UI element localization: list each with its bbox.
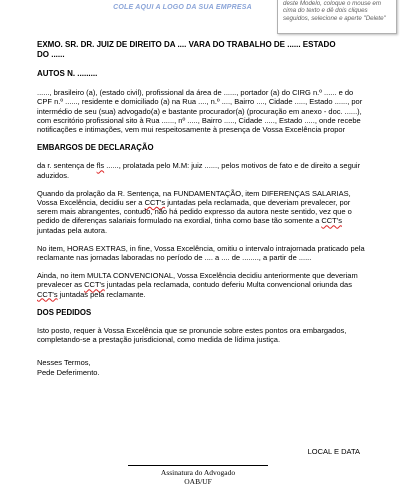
qualification-paragraph: ......, brasileiro (a), (estado civil), profissional da área de ......, portador (a) do CIRG n.º ...... e do CPF n.º ......, residente e domiciliado (a) na Rua ...., n.º ...., Bairro ...., Cidade ....., Estado ......, por intermédio de seu (sua) advogado(a) e bastante procurador(a) (procuração em anexo - doc. ......), com escritório profissional sito à Rua ......, nº ....., Bairro ....., Cidade ....., Estado ....., onde recebe notificações e intimações, vem mui respeitosamente à presença de Vossa Excelência propor <box>37 88 363 135</box>
signature-line <box>128 465 268 466</box>
local-date: LOCAL E DATA <box>307 447 360 456</box>
instruction-box: deste Modelo, coloque o mouse em cima do texto e dê dois cliques seguidos, selecione e aperte "Delete" <box>277 0 397 34</box>
p1-fls: fls <box>96 161 105 171</box>
paragraph-diferencas-salariais <box>37 189 367 235</box>
p4-part1: Ainda, no item MULTA CONVENCIONAL, Vossa Excelência decidiu anteriormente que deveriam prevalecer as <box>37 271 358 290</box>
p1-before: da r. sentença de <box>37 161 97 171</box>
signature-block <box>128 465 268 486</box>
paragraph-horas-extras: No item, HORAS EXTRAS, in fine, Vossa Excelência, omitiu o intervalo intrajornada praticado pela reclamante nas jornadas laboradas no período de .... a .... de ........, a partir de ...... <box>37 243 365 263</box>
section-title-embargos: EMBARGOS DE DECLARAÇÃO <box>37 143 154 153</box>
p4-cct1: CCT's <box>84 280 105 290</box>
header-line-1: EXMO. SR. DR. JUIZ DE DIREITO DA .... VARA DO TRABALHO DE ...... ESTADO <box>37 40 336 49</box>
closing-line-2: Pede Deferimento. <box>37 367 100 377</box>
p2-cct1: CCT's <box>144 198 166 208</box>
p2-part2: juntadas pela reclamada, que deveriam prevalecer, por serem mais abrangentes, contudo, não há pedido expresso da autora neste sentido, vez que o pedido de diferenças salariais formulado na exordial, tinha como base tão somente a <box>37 198 352 226</box>
p2-cct2: CCT's <box>321 216 342 226</box>
paragraph-sentence <box>37 161 367 179</box>
p4-cct2: CCT's <box>37 289 58 299</box>
paragraph-pedidos: Isto posto, requer à Vossa Excelência que se pronuncie sobre estes pontos ora embargados, completando-se a prestação jurisdicional, como medida de lídima justiça. <box>37 326 347 345</box>
p2-part1: Quando da prolação da R. Sentença, na FUNDAMENTAÇÃO, item DIFERENÇAS SALARIAS, Vossa Excelência, decidiu ser a <box>37 188 351 208</box>
document-header <box>37 40 367 60</box>
p2-part3: juntadas pela autora. <box>37 225 108 235</box>
logo-placeholder: COLE AQUI A LOGO DA SUA EMPRESA <box>113 4 252 11</box>
signature-label: Assinatura do Advogado <box>160 468 236 477</box>
closing <box>37 358 367 376</box>
p4-part2: juntadas pela reclamada, contudo deferiu Multa convencional oriunda das <box>104 280 352 290</box>
document-body <box>37 40 367 377</box>
case-number: AUTOS N. ......... <box>37 69 98 78</box>
signature-oab: OAB/UF <box>184 477 212 486</box>
section-title-pedidos: DOS PEDIDOS <box>37 307 92 317</box>
p4-part3: juntadas pela reclamante. <box>57 289 146 299</box>
p1-after: ......, prolatada pelo M.M: juiz ......, pelos motivos de fato e de direito a seguir aduzidos. <box>37 161 361 180</box>
paragraph-multa-convencional <box>37 271 367 299</box>
header-line-2: DO ...... <box>37 50 65 59</box>
closing-line-1: Nesses Termos, <box>37 358 91 368</box>
